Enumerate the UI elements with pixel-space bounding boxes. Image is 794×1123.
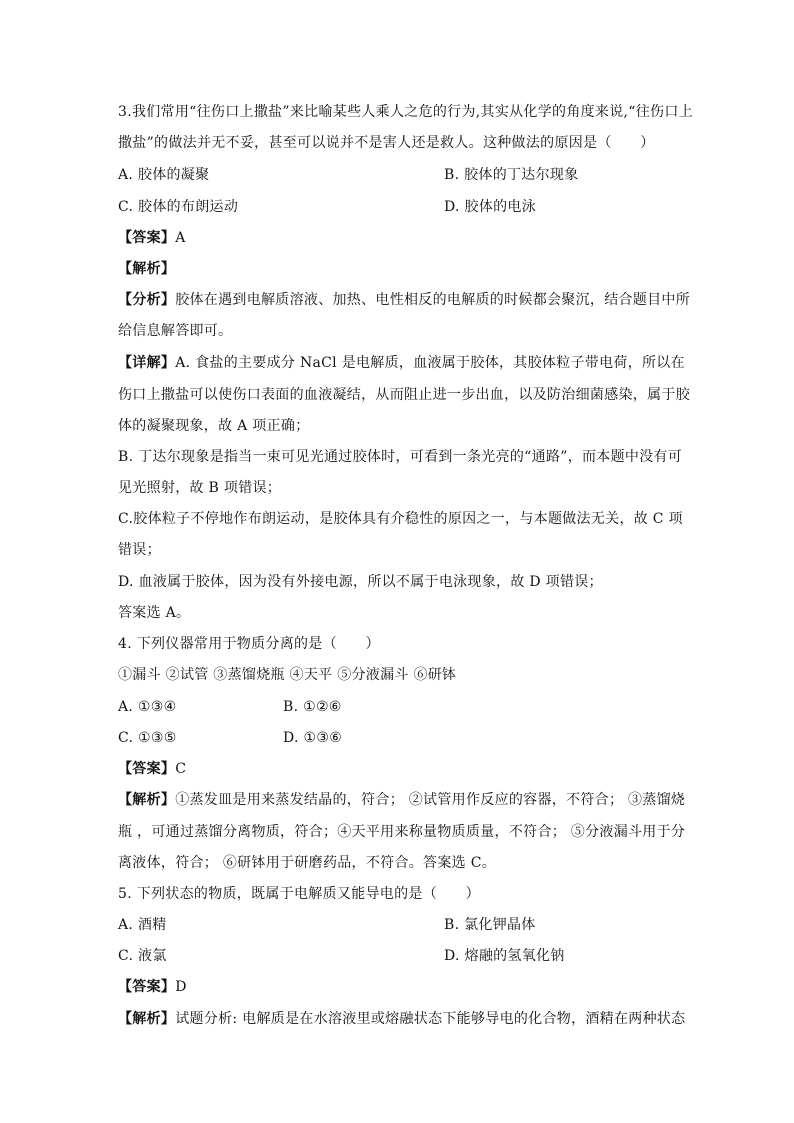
q3-detail-b-line-2: 见光照射，故 B 项错误； bbox=[118, 480, 282, 496]
q3-answer bbox=[118, 229, 678, 247]
q3-fenxi-tag: 【分析】 bbox=[118, 292, 176, 308]
q3-analysis-tag: 【解析】 bbox=[118, 261, 176, 277]
q4-analysis-line-2: 瓶 ，可通过蒸馏分离物质，符合；④天平用来称量物质质量，不符合； ⑤分液漏斗用于分 bbox=[118, 824, 686, 840]
q4-option-c: C. ①③⑤ bbox=[118, 730, 177, 746]
q3-detail-c-line-1: C.胶体粒子不停地作布朗运动，是胶体具有介稳性的原因之一，与本题做法无关，故 C 项 bbox=[118, 511, 683, 527]
q4-analysis-text-1: ①蒸发皿是用来蒸发结晶的，符合； ②试管用作反应的容器，不符合； ③蒸馏烧 bbox=[175, 792, 686, 808]
q3-analysis-heading bbox=[118, 260, 678, 278]
q5-option-a: A. 酒精 bbox=[118, 917, 167, 933]
q5-answer bbox=[118, 978, 678, 996]
q4-answer-value: C bbox=[175, 761, 187, 777]
q4-option-b: B. ①②⑥ bbox=[283, 699, 342, 715]
q3-option-b: B. 胶体的丁达尔现象 bbox=[444, 167, 579, 183]
q3-fenxi-line-1 bbox=[118, 291, 691, 309]
q3-option-a: A. 胶体的凝聚 bbox=[118, 167, 210, 183]
q5-analysis-tag: 【解析】 bbox=[118, 1011, 176, 1027]
q3-conclusion: 答案选 A。 bbox=[118, 605, 191, 621]
q3-detail-d-line-1: D. 血液属于胶体，因为没有外接电源，所以不属于电泳现象，故 D 项错误； bbox=[118, 574, 603, 590]
q4-answer bbox=[118, 760, 678, 778]
q3-xiangjie-line-3: 体的凝聚现象，故 A 项正确； bbox=[118, 418, 310, 434]
q3-stem-line-2: 撒盐”的做法并无不妥，甚至可以说并不是害人还是救人。这种做法的原因是（ ） bbox=[118, 135, 655, 151]
q3-xiangjie-tag: 【详解】 bbox=[118, 355, 176, 371]
q3-answer-value: A bbox=[175, 230, 186, 246]
q5-analysis-text-1: 试题分析: 电解质是在水溶液里或熔融状态下能够导电的化合物，酒精在两种状态 bbox=[175, 1011, 686, 1027]
q3-stem-line-1: 3.我们常用“往伤口上撒盐”来比喻某些人乘人之危的行为,其实从化学的角度来说,“往伤口上 bbox=[118, 104, 693, 120]
q4-option-a: A. ①③④ bbox=[118, 699, 177, 715]
q5-stem: 5. 下列状态的物质，既属于电解质又能导电的是（ ） bbox=[118, 886, 480, 902]
q4-items: ①漏斗 ②试管 ③蒸馏烧瓶 ④天平 ⑤分液漏斗 ⑥研钵 bbox=[118, 667, 457, 683]
q5-option-d: D. 熔融的氢氧化钠 bbox=[444, 948, 565, 964]
q4-analysis-line-3: 离液体，符合； ⑥研钵用于研磨药品，不符合。答案选 C。 bbox=[118, 855, 497, 871]
q3-fenxi-line-2: 给信息解答即可。 bbox=[118, 323, 233, 339]
q4-analysis-tag: 【解析】 bbox=[118, 792, 176, 808]
q4-option-d: D. ①③⑥ bbox=[283, 730, 343, 746]
q5-answer-tag: 【答案】 bbox=[118, 979, 176, 995]
q4-stem: 4. 下列仪器常用于物质分离的是（ ） bbox=[118, 636, 380, 652]
q3-detail-b-line-1: B. 丁达尔现象是指当一束可见光通过胶体时，可看到一条光亮的“通路”，而本题中没有可 bbox=[118, 449, 683, 465]
q4-answer-tag: 【答案】 bbox=[118, 761, 176, 777]
q3-option-d: D. 胶体的电泳 bbox=[444, 199, 537, 215]
q5-analysis-line-1 bbox=[118, 1010, 686, 1028]
q5-answer-value: D bbox=[175, 979, 187, 995]
q5-option-c: C. 液氯 bbox=[118, 948, 167, 964]
q3-answer-tag: 【答案】 bbox=[118, 230, 176, 246]
q3-xiangjie-line-1 bbox=[118, 354, 685, 372]
q3-option-c: C. 胶体的布朗运动 bbox=[118, 199, 239, 215]
q5-option-b: B. 氯化钾晶体 bbox=[444, 917, 536, 933]
q3-xiangjie-line-2: 伤口上撒盐可以使伤口表面的血液凝结，从而阻止进一步出血，以及防治细菌感染，属于胶 bbox=[118, 387, 690, 403]
q4-analysis-line-1 bbox=[118, 791, 686, 809]
q3-fenxi-text-1: 胶体在遇到电解质溶液、加热、电性相反的电解质的时候都会聚沉，结合题目中所 bbox=[175, 292, 691, 308]
q3-detail-c-line-2: 错误； bbox=[118, 542, 161, 558]
q3-xiangjie-text-1: A. 食盐的主要成分 NaCl 是电解质，血液属于胶体，其胶体粒子带电荷，所以在 bbox=[175, 355, 685, 371]
